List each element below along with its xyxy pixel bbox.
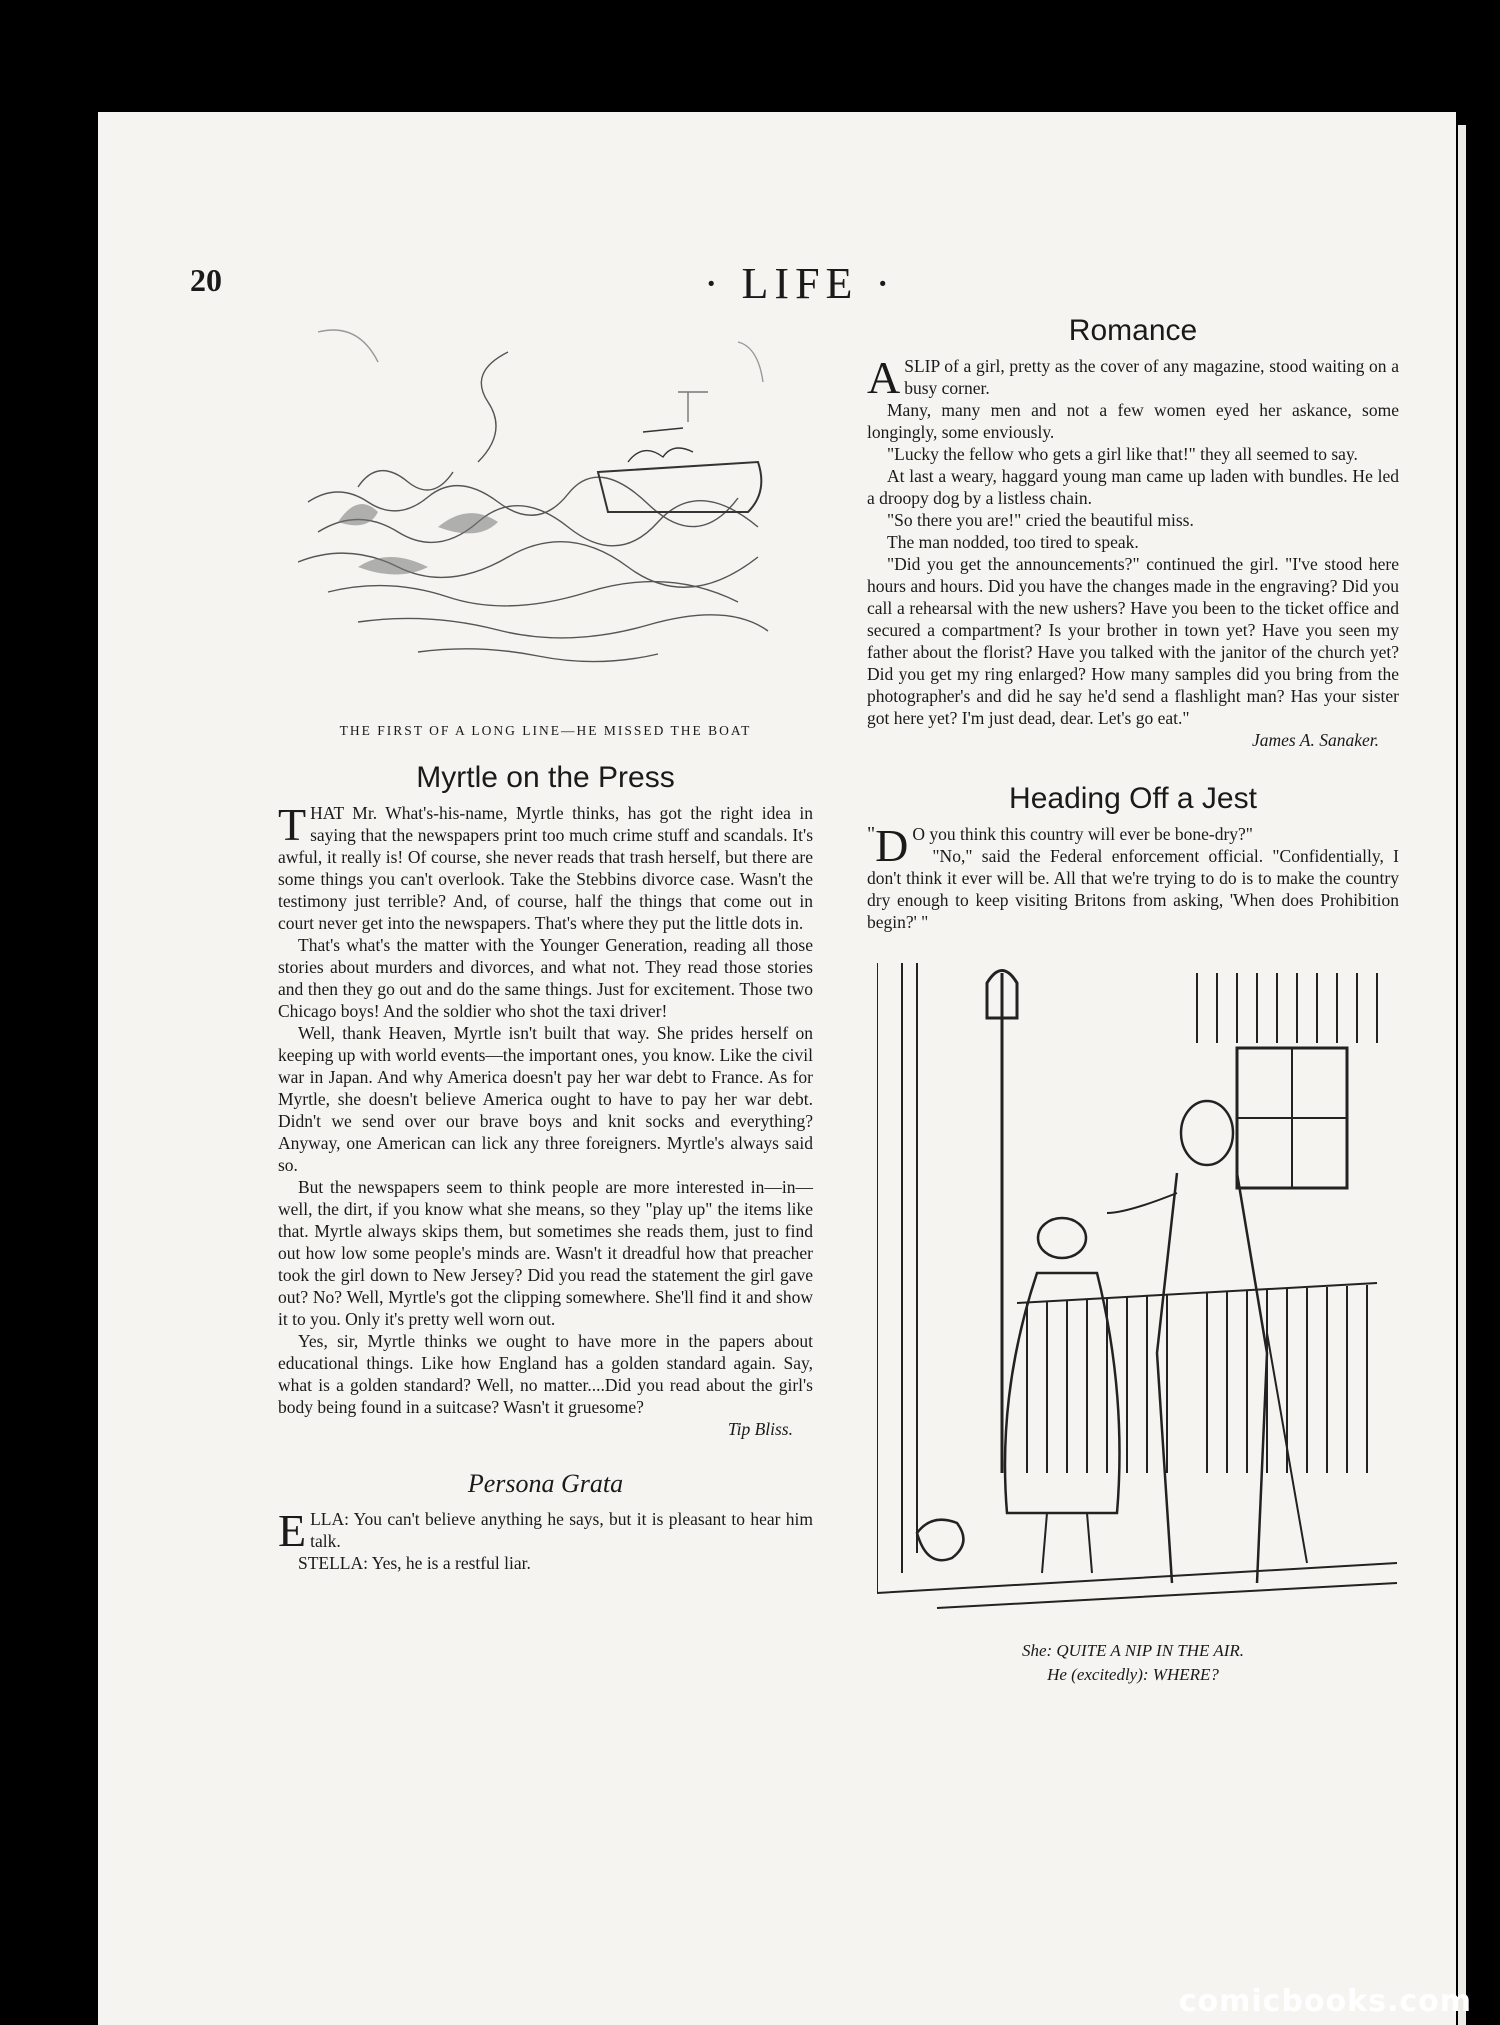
persona-line: LLA: You can't believe anything he says, but it is pleasant to hear him talk. [310, 1509, 813, 1551]
myrtle-paragraph: But the newspapers seem to think people are more interested in—in—well, the dirt, if you know what she means, so they "play up" the items like that. Myrtle always skips them, but sometimes she reads them, just to find out how low some people's minds are. Wasn't it dreadful how that preacher took the girl down to New Jersey? Did you read the statement the girl gave out? No? Well, Myrtle's got the clipping somewhere. She'll find it and show it to you. Only it's pretty well worn out. [278, 1177, 813, 1329]
page-header [190, 258, 1410, 308]
persona-article [278, 1466, 813, 1574]
persona-dropcap: E [278, 1505, 307, 1556]
persona-line: STELLA: Yes, he is a restful liar. [298, 1553, 531, 1573]
romance-paragraph: At last a weary, haggard young man came up laden with bundles. He led a droopy dog by a listless chain. [867, 466, 1399, 508]
jest-dropcap: D [875, 820, 909, 871]
facing-page-edge [1458, 125, 1466, 2025]
romance-paragraph: "So there you are!" cried the beautiful miss. [887, 510, 1194, 530]
persona-title: Persona Grata [467, 1469, 624, 1498]
watermark: comicbooks.com [1178, 1984, 1472, 2019]
romance-article [867, 313, 1399, 751]
romance-paragraph: "Lucky the fellow who gets a girl like that!" they all seemed to say. [887, 444, 1358, 464]
romance-title: Romance [1068, 314, 1198, 347]
romance-dropcap: A [867, 352, 901, 403]
jest-open-quote: " [867, 823, 876, 845]
romance-paragraph: "Did you get the announcements?" continued the girl. "I've stood here hours and hours. Did you have the changes made in the engraving? Did you call a rehearsal with the new ushers? Have you been to the ticket office and secured a compartment? Is your brother in town yet? Have you seen my father about the florist? Have you talked with the janitor of the church yet? Did you get my ring enlarged? How many samples did you bring from the photographer's and did he say he'd send a flashlight man? Has your sister got here yet? I'm just dead, dear. Let's go eat." [867, 554, 1399, 728]
myrtle-paragraph: Well, thank Heaven, Myrtle isn't built that way. She prides herself on keeping up with world events—the important ones, you know. Like the civil war in Japan. And why America doesn't pay her war debt to France. As for Myrtle, she doesn't believe America ought to have to pay her war debt. Didn't we send over our brave boys and knit socks and everything? Anyway, one American can lick any three foreigners. Myrtle's always said so. [278, 1023, 813, 1175]
street-cartoon-drawing [877, 953, 1397, 1633]
jest-title: Heading Off a Jest [1009, 782, 1257, 815]
left-column [278, 322, 813, 1574]
jest-article [867, 781, 1399, 933]
boat-cartoon [298, 322, 813, 712]
myrtle-paragraph: That's what's the matter with the Younger Generation, reading all those stories about murders and divorces, and what not. They read those stories and then they go out and do the same things. Just for excitement. Those two Chicago boys! And the soldier who shot the taxi driver! [278, 935, 813, 1021]
myrtle-article [278, 760, 813, 1440]
myrtle-dropcap: T [278, 799, 307, 850]
street-cartoon-caption [867, 1639, 1399, 1687]
magazine-title: · LIFE · [703, 259, 897, 308]
street-cartoon [877, 953, 1399, 1633]
myrtle-paragraph: Yes, sir, Myrtle thinks we ought to have more in the papers about educational things. Like how England has a golden standard again. Say, what is a golden standard? Well, no matter....Did you read about the girl's body being found in a suitcase? Wasn't it gruesome? [278, 1331, 813, 1417]
romance-paragraph: Many, many men and not a few women eyed her askance, some longingly, some enviously. [867, 400, 1399, 442]
caption-line: She: QUITE A NIP IN THE AIR. [1021, 1641, 1245, 1660]
caption-line: He (excitedly): WHERE? [1047, 1665, 1219, 1684]
jest-paragraph: "No," said the Federal enforcement official. "Confidentially, I don't think it ever will be. All that we're trying to do is to make the country dry enough to keep visiting Britons from asking, 'When does Prohibition begin?' " [867, 846, 1399, 932]
romance-paragraph: The man nodded, too tired to speak. [887, 532, 1139, 552]
boat-cartoon-caption: THE FIRST OF A LONG LINE—HE MISSED THE BOAT [339, 723, 752, 738]
myrtle-byline: Tip Bliss. [727, 1419, 793, 1439]
page-number: 20 [190, 262, 222, 298]
jest-paragraph: O you think this country will ever be bone-dry?" [912, 824, 1253, 844]
romance-paragraph: SLIP of a girl, pretty as the cover of any magazine, stood waiting on a busy corner. [904, 356, 1399, 398]
romance-byline: James A. Sanaker. [1251, 730, 1379, 750]
myrtle-title: Myrtle on the Press [416, 761, 675, 794]
boat-cartoon-drawing [298, 322, 798, 712]
right-column [867, 313, 1399, 1687]
myrtle-paragraph: HAT Mr. What's-his-name, Myrtle thinks, has got the right idea in saying that the newspapers print too much crime stuff and scandals. It's awful, it really is! Of course, she never reads that trash herself, but there are some things you can't overlook. Take the Stebbins divorce case. Wasn't the testimony just terrible? And, of course, half the things that come out in court never get into the newspapers. That's where they put the little dots in. [278, 803, 813, 933]
